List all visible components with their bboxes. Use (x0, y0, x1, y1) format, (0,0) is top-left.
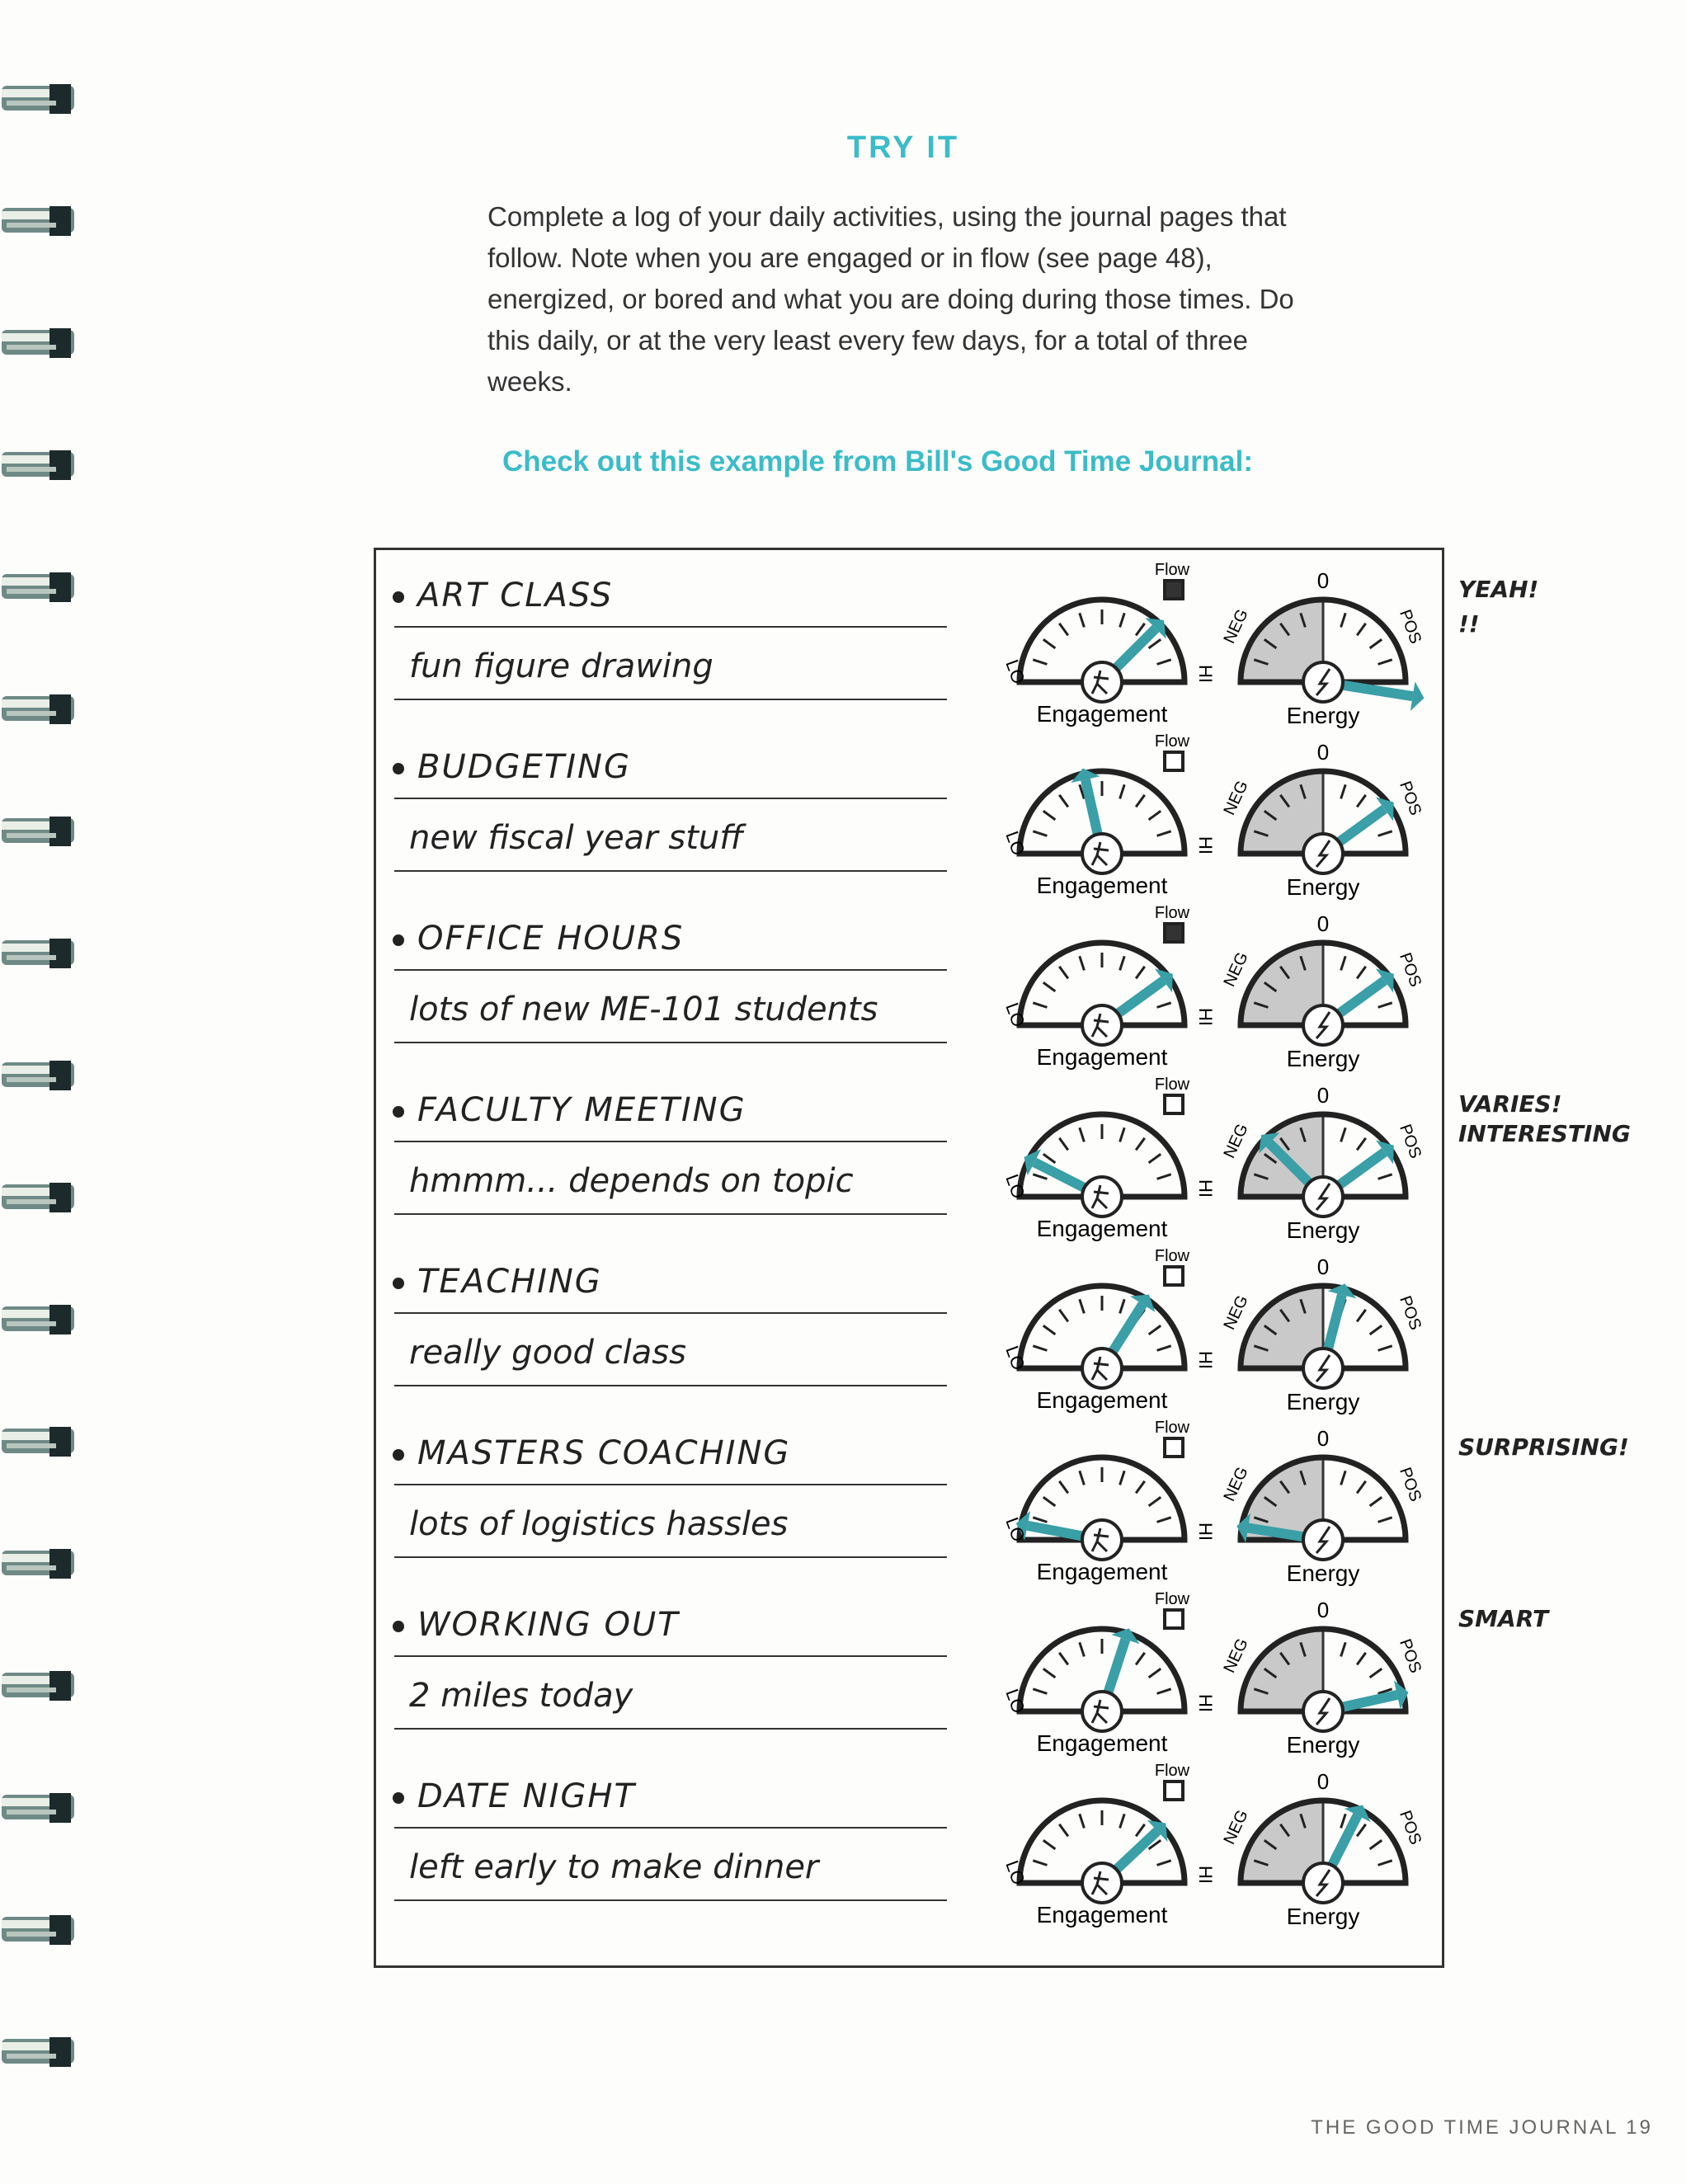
lightning-icon (1303, 1692, 1343, 1731)
neg-label: NEG (1220, 1807, 1252, 1847)
binding-ring (0, 567, 76, 605)
neg-label: NEG (1220, 1464, 1252, 1504)
hi-label: HI (1195, 836, 1216, 854)
gauges (978, 1073, 1440, 1245)
handwritten-annotation: VARIES! INTERESTING (1458, 1090, 1631, 1147)
engagement-label: Engagement (1036, 1387, 1168, 1413)
note-line (394, 1042, 947, 1043)
journal-entry (376, 558, 1539, 730)
hi-label: HI (1195, 1008, 1216, 1026)
journal-entry (376, 1073, 1631, 1245)
activity-label: WORKING OUT (417, 1606, 680, 1644)
handwritten-annotation: YEAH! (1458, 576, 1539, 603)
lightning-icon (1303, 1177, 1343, 1217)
binding-ring (0, 2032, 76, 2070)
gauges (978, 1588, 1440, 1759)
lightning-icon (1303, 1520, 1343, 1560)
hi-label: HI (1195, 1523, 1216, 1541)
activity-note: hmmm... depends on topic (409, 1162, 854, 1200)
flow-checkbox[interactable] (1165, 924, 1183, 942)
hi-label: HI (1195, 1179, 1216, 1198)
energy-label: Energy (1286, 1560, 1360, 1586)
neg-label: NEG (1220, 1292, 1252, 1333)
journal-entry (376, 1759, 1442, 1931)
activity-label: FACULTY MEETING (417, 1091, 746, 1129)
lightning-icon (1303, 834, 1343, 873)
binding-ring (0, 1788, 76, 1826)
runner-icon (1082, 834, 1122, 873)
lo-label: LO (1001, 1514, 1029, 1545)
binding-ring (0, 690, 76, 727)
gauges (978, 1759, 1440, 1931)
lightning-icon (1303, 662, 1343, 702)
pos-label: POS (1396, 779, 1425, 818)
binding-ring (0, 934, 76, 972)
activity-name (393, 1091, 746, 1129)
bullet-icon (393, 1792, 404, 1804)
flow-label: Flow (1154, 1419, 1190, 1437)
engagement-label: Engagement (1036, 701, 1168, 727)
engagement-label: Engagement (1036, 1559, 1168, 1584)
runner-icon (1082, 1177, 1122, 1217)
pos-label: POS (1396, 607, 1425, 647)
pos-label: POS (1396, 1293, 1425, 1333)
binding-ring (0, 79, 76, 117)
energy-label: Energy (1286, 1904, 1360, 1929)
note-line (394, 1728, 947, 1730)
annotations (1458, 1090, 1681, 1154)
bullet-icon (393, 763, 404, 774)
gauges (978, 901, 1440, 1073)
binding-ring (0, 1910, 76, 1948)
flow-checkbox[interactable] (1165, 1438, 1183, 1457)
activity-label: TEACHING (417, 1263, 602, 1301)
activity-label: DATE NIGHT (417, 1777, 636, 1815)
activity-note: fun figure drawing (409, 647, 713, 685)
binding-ring (0, 1056, 76, 1094)
runner-icon (1082, 1349, 1122, 1388)
gauges (978, 1245, 1440, 1416)
hi-label: HI (1195, 1694, 1216, 1712)
activity-line (394, 1484, 947, 1485)
binding-ring (0, 1544, 76, 1582)
energy-label: Energy (1286, 1217, 1360, 1243)
handwritten-annotation: !! (1458, 610, 1480, 638)
flow-label: Flow (1154, 732, 1190, 751)
lo-label: LO (1001, 828, 1029, 859)
activity-line (394, 969, 947, 971)
example-heading: Check out this example from Bill's Good Time Journal: (502, 445, 1254, 478)
lightning-icon (1303, 1863, 1343, 1903)
activity-label: OFFICE HOURS (417, 920, 685, 958)
hi-label: HI (1195, 665, 1216, 683)
activity-name (393, 577, 613, 614)
energy-label: Energy (1286, 1389, 1360, 1414)
binding-ring (0, 1178, 76, 1216)
activity-label: BUDGETING (417, 748, 631, 786)
lo-label: LO (1001, 1171, 1029, 1202)
note-line (394, 1899, 947, 1901)
binding-ring (0, 812, 76, 850)
gauges (978, 558, 1440, 730)
zero-label: 0 (1316, 568, 1330, 593)
activity-label: MASTERS COACHING (417, 1434, 791, 1472)
energy-label: Energy (1286, 874, 1360, 900)
annotations (1458, 1604, 1681, 1639)
engagement-label: Engagement (1036, 1216, 1168, 1241)
lightning-icon (1303, 1349, 1343, 1388)
note-line (394, 870, 947, 872)
activity-name (393, 1263, 602, 1301)
runner-icon (1082, 1520, 1122, 1560)
activity-name (393, 1606, 680, 1644)
runner-icon (1082, 662, 1122, 702)
bullet-icon (393, 1449, 404, 1461)
hi-label: HI (1195, 1866, 1216, 1884)
flow-checkbox[interactable] (1165, 1610, 1183, 1628)
activity-note: left early to make dinner (409, 1848, 819, 1886)
lo-label: LO (1001, 1000, 1029, 1030)
activity-line (394, 1827, 947, 1829)
flow-checkbox[interactable] (1165, 1095, 1183, 1113)
activity-name (393, 920, 684, 958)
neg-label: NEG (1220, 1636, 1252, 1676)
gauges (978, 1416, 1440, 1588)
neg-label: NEG (1220, 778, 1252, 818)
journal-entry (376, 1245, 1442, 1416)
neg-label: NEG (1220, 1121, 1252, 1161)
flow-label: Flow (1154, 1762, 1190, 1780)
flow-label: Flow (1154, 561, 1190, 579)
bullet-icon (393, 1278, 404, 1289)
engagement-label: Engagement (1036, 1902, 1168, 1927)
journal-entry (376, 730, 1442, 901)
binding-ring (0, 323, 76, 361)
activity-note: new fiscal year stuff (409, 819, 744, 857)
flow-checkbox[interactable] (1165, 752, 1183, 770)
bullet-icon (393, 934, 404, 946)
handwritten-annotation: SMART (1458, 1605, 1549, 1632)
note-line (394, 1213, 947, 1215)
binding-ring (0, 201, 76, 239)
activity-note: really good class (409, 1334, 686, 1372)
lightning-icon (1303, 1005, 1343, 1045)
note-line (394, 699, 947, 700)
pos-label: POS (1396, 1636, 1425, 1676)
activity-name (393, 1434, 790, 1472)
pos-label: POS (1396, 1808, 1425, 1847)
runner-icon (1082, 1863, 1122, 1903)
bullet-icon (393, 1106, 404, 1118)
lo-label: LO (1001, 657, 1029, 687)
activity-line (394, 1312, 947, 1314)
runner-icon (1082, 1692, 1122, 1731)
engagement-label: Engagement (1036, 1044, 1168, 1070)
hi-label: HI (1195, 1351, 1216, 1369)
flow-label: Flow (1154, 1247, 1190, 1265)
binding-ring (0, 1422, 76, 1460)
lo-label: LO (1001, 1343, 1029, 1373)
flow-label: Flow (1154, 1590, 1190, 1608)
flow-checkbox[interactable] (1165, 1782, 1183, 1800)
note-line (394, 1385, 947, 1386)
flow-label: Flow (1154, 1076, 1190, 1094)
activity-line (394, 798, 947, 799)
engagement-label: Engagement (1036, 1730, 1168, 1756)
flow-checkbox[interactable] (1165, 581, 1183, 599)
zero-label: 0 (1316, 1083, 1330, 1108)
journal-example-box (374, 548, 1631, 1968)
journal-entry (376, 1416, 1629, 1588)
neg-label: NEG (1220, 606, 1252, 647)
activity-name (393, 748, 631, 786)
annotations (1458, 575, 1681, 644)
bullet-icon (393, 1621, 404, 1632)
flow-checkbox[interactable] (1165, 1267, 1183, 1285)
lo-label: LO (1001, 1686, 1029, 1716)
bullet-icon (393, 591, 404, 603)
neg-label: NEG (1220, 949, 1252, 990)
activity-note: 2 miles today (409, 1677, 633, 1715)
journal-entry (376, 901, 1442, 1073)
lo-label: LO (1001, 1857, 1029, 1888)
energy-label: Energy (1286, 1732, 1360, 1758)
annotations (1458, 1433, 1681, 1467)
gauges (978, 730, 1440, 901)
zero-label: 0 (1316, 1426, 1330, 1451)
activity-name (393, 1777, 636, 1815)
zero-label: 0 (1316, 1254, 1330, 1279)
binding-ring (0, 1666, 76, 1704)
activity-note: lots of new ME-101 students (409, 991, 878, 1028)
pos-label: POS (1396, 1122, 1425, 1161)
activity-label: ART CLASS (417, 577, 614, 614)
binding-ring (0, 1300, 76, 1338)
section-title: TRY IT (846, 130, 960, 165)
energy-label: Energy (1286, 1046, 1360, 1071)
zero-label: 0 (1316, 911, 1330, 936)
runner-icon (1082, 1005, 1122, 1045)
activity-note: lots of logistics hassles (409, 1505, 789, 1543)
pos-label: POS (1396, 1465, 1425, 1504)
pos-label: POS (1396, 950, 1425, 990)
instructions-text: Complete a log of your daily activities, using the journal pages that follow. Note when you are engaged or in flow (see page 48), energized, or bored and what you are doing during those times. Do this daily, or at the very least every few days, for a total of three weeks. (487, 201, 1294, 397)
energy-label: Energy (1286, 703, 1360, 728)
page-footer: THE GOOD TIME JOURNAL 19 (1311, 2116, 1653, 2139)
handwritten-annotation: SURPRISING! (1458, 1433, 1629, 1461)
flow-label: Flow (1154, 904, 1190, 922)
engagement-label: Engagement (1036, 873, 1168, 898)
journal-entry (376, 1588, 1549, 1759)
activity-line (394, 626, 947, 628)
note-line (394, 1556, 947, 1558)
zero-label: 0 (1316, 1769, 1330, 1794)
activity-line (394, 1141, 947, 1142)
activity-line (394, 1655, 947, 1657)
zero-label: 0 (1316, 740, 1330, 765)
zero-label: 0 (1316, 1598, 1330, 1622)
